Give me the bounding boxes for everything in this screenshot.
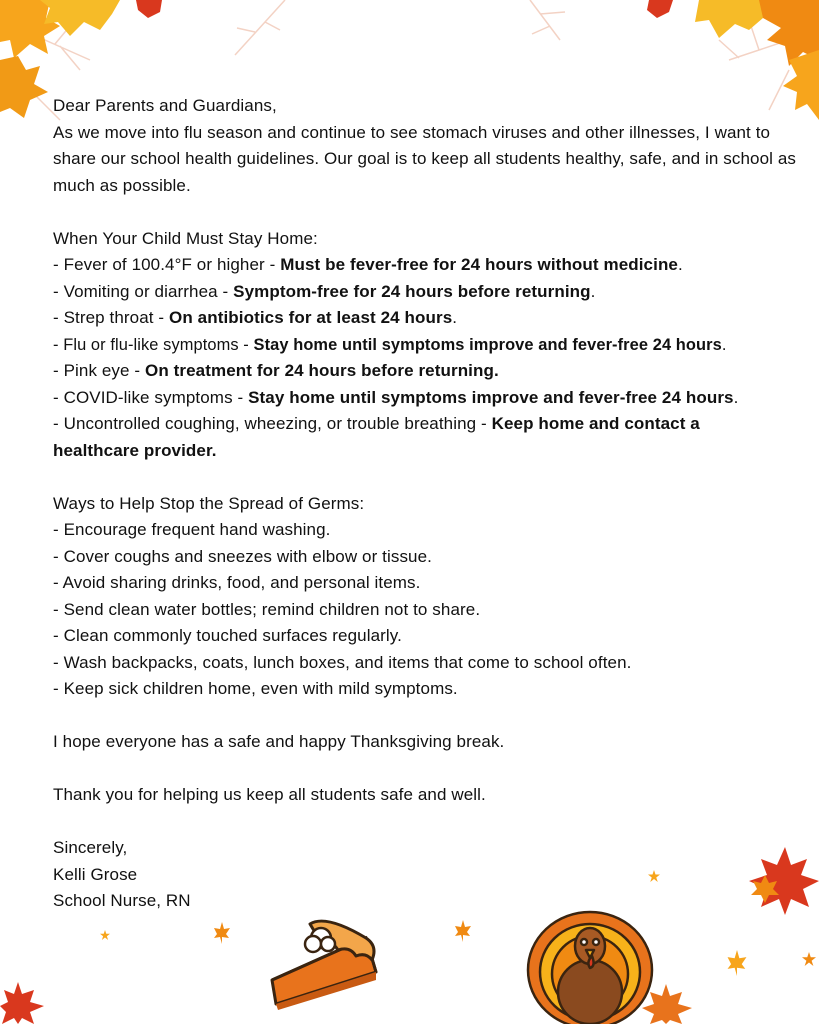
letter-body xyxy=(53,93,813,915)
list-item: - COVID-like symptoms - Stay home until symptoms improve and fever-free 24 hours. xyxy=(53,387,739,407)
closing: Sincerely, xyxy=(53,838,128,857)
list-item: - Avoid sharing drinks, food, and personal items. xyxy=(53,573,421,592)
turkey-icon xyxy=(520,900,660,1024)
pumpkin-pie-icon xyxy=(266,916,384,1010)
germs-heading: Ways to Help Stop the Spread of Germs: xyxy=(53,493,365,513)
maple-leaf-icon xyxy=(802,952,816,966)
list-item: - Pink eye - On treatment for 24 hours before returning. xyxy=(53,361,499,380)
maple-leaf-icon xyxy=(727,950,747,976)
list-item: - Encourage frequent hand washing. xyxy=(53,520,331,539)
maple-leaf-icon xyxy=(455,920,471,942)
autumn-leaves-icon xyxy=(520,0,590,45)
list-item: - Flu or flu-like symptoms - Stay home until symptoms improve and fever-free 24 hours. xyxy=(53,335,727,354)
signer-name: Kelli Grose xyxy=(53,864,138,884)
intro-paragraph: As we move into flu season and continue to see stomach viruses and other illnesses, I want to share our school health guidelines. Our goal is to keep all students healthy, safe, and in school as much as possible. xyxy=(53,122,797,195)
holiday-wish: I hope everyone has a safe and happy Thanksgiving break. xyxy=(53,732,505,751)
list-item: - Send clean water bottles; remind children not to share. xyxy=(53,599,481,619)
list-item: - Strep throat - On antibiotics for at least 24 hours. xyxy=(53,308,458,327)
list-item: - Vomiting or diarrhea - Symptom-free for 24 hours before returning. xyxy=(53,281,596,301)
list-item: - Clean commonly touched surfaces regularly. xyxy=(53,626,402,645)
signer-title: School Nurse, RN xyxy=(53,891,191,910)
list-item: - Cover coughs and sneezes with elbow or tissue. xyxy=(53,546,432,566)
stay-home-heading: When Your Child Must Stay Home: xyxy=(53,228,318,248)
list-item: - Fever of 100.4°F or higher - Must be fever-free for 24 hours without medicine. xyxy=(53,255,683,274)
maple-leaf-icon xyxy=(100,930,110,940)
maple-leaf-icon xyxy=(642,980,702,1024)
autumn-leaves-icon xyxy=(225,0,295,60)
maple-leaf-icon xyxy=(0,980,44,1024)
salutation: Dear Parents and Guardians, xyxy=(53,96,277,115)
list-item: - Keep sick children home, even with mild symptoms. xyxy=(53,679,458,698)
list-item: - Wash backpacks, coats, lunch boxes, and items that come to school often. xyxy=(53,652,632,672)
thank-you-line: Thank you for helping us keep all students safe and well. xyxy=(53,785,486,804)
list-item: - Uncontrolled coughing, wheezing, or trouble breathing - Keep home and contact a healthcare provider. xyxy=(53,414,700,460)
maple-leaf-icon xyxy=(214,922,230,944)
